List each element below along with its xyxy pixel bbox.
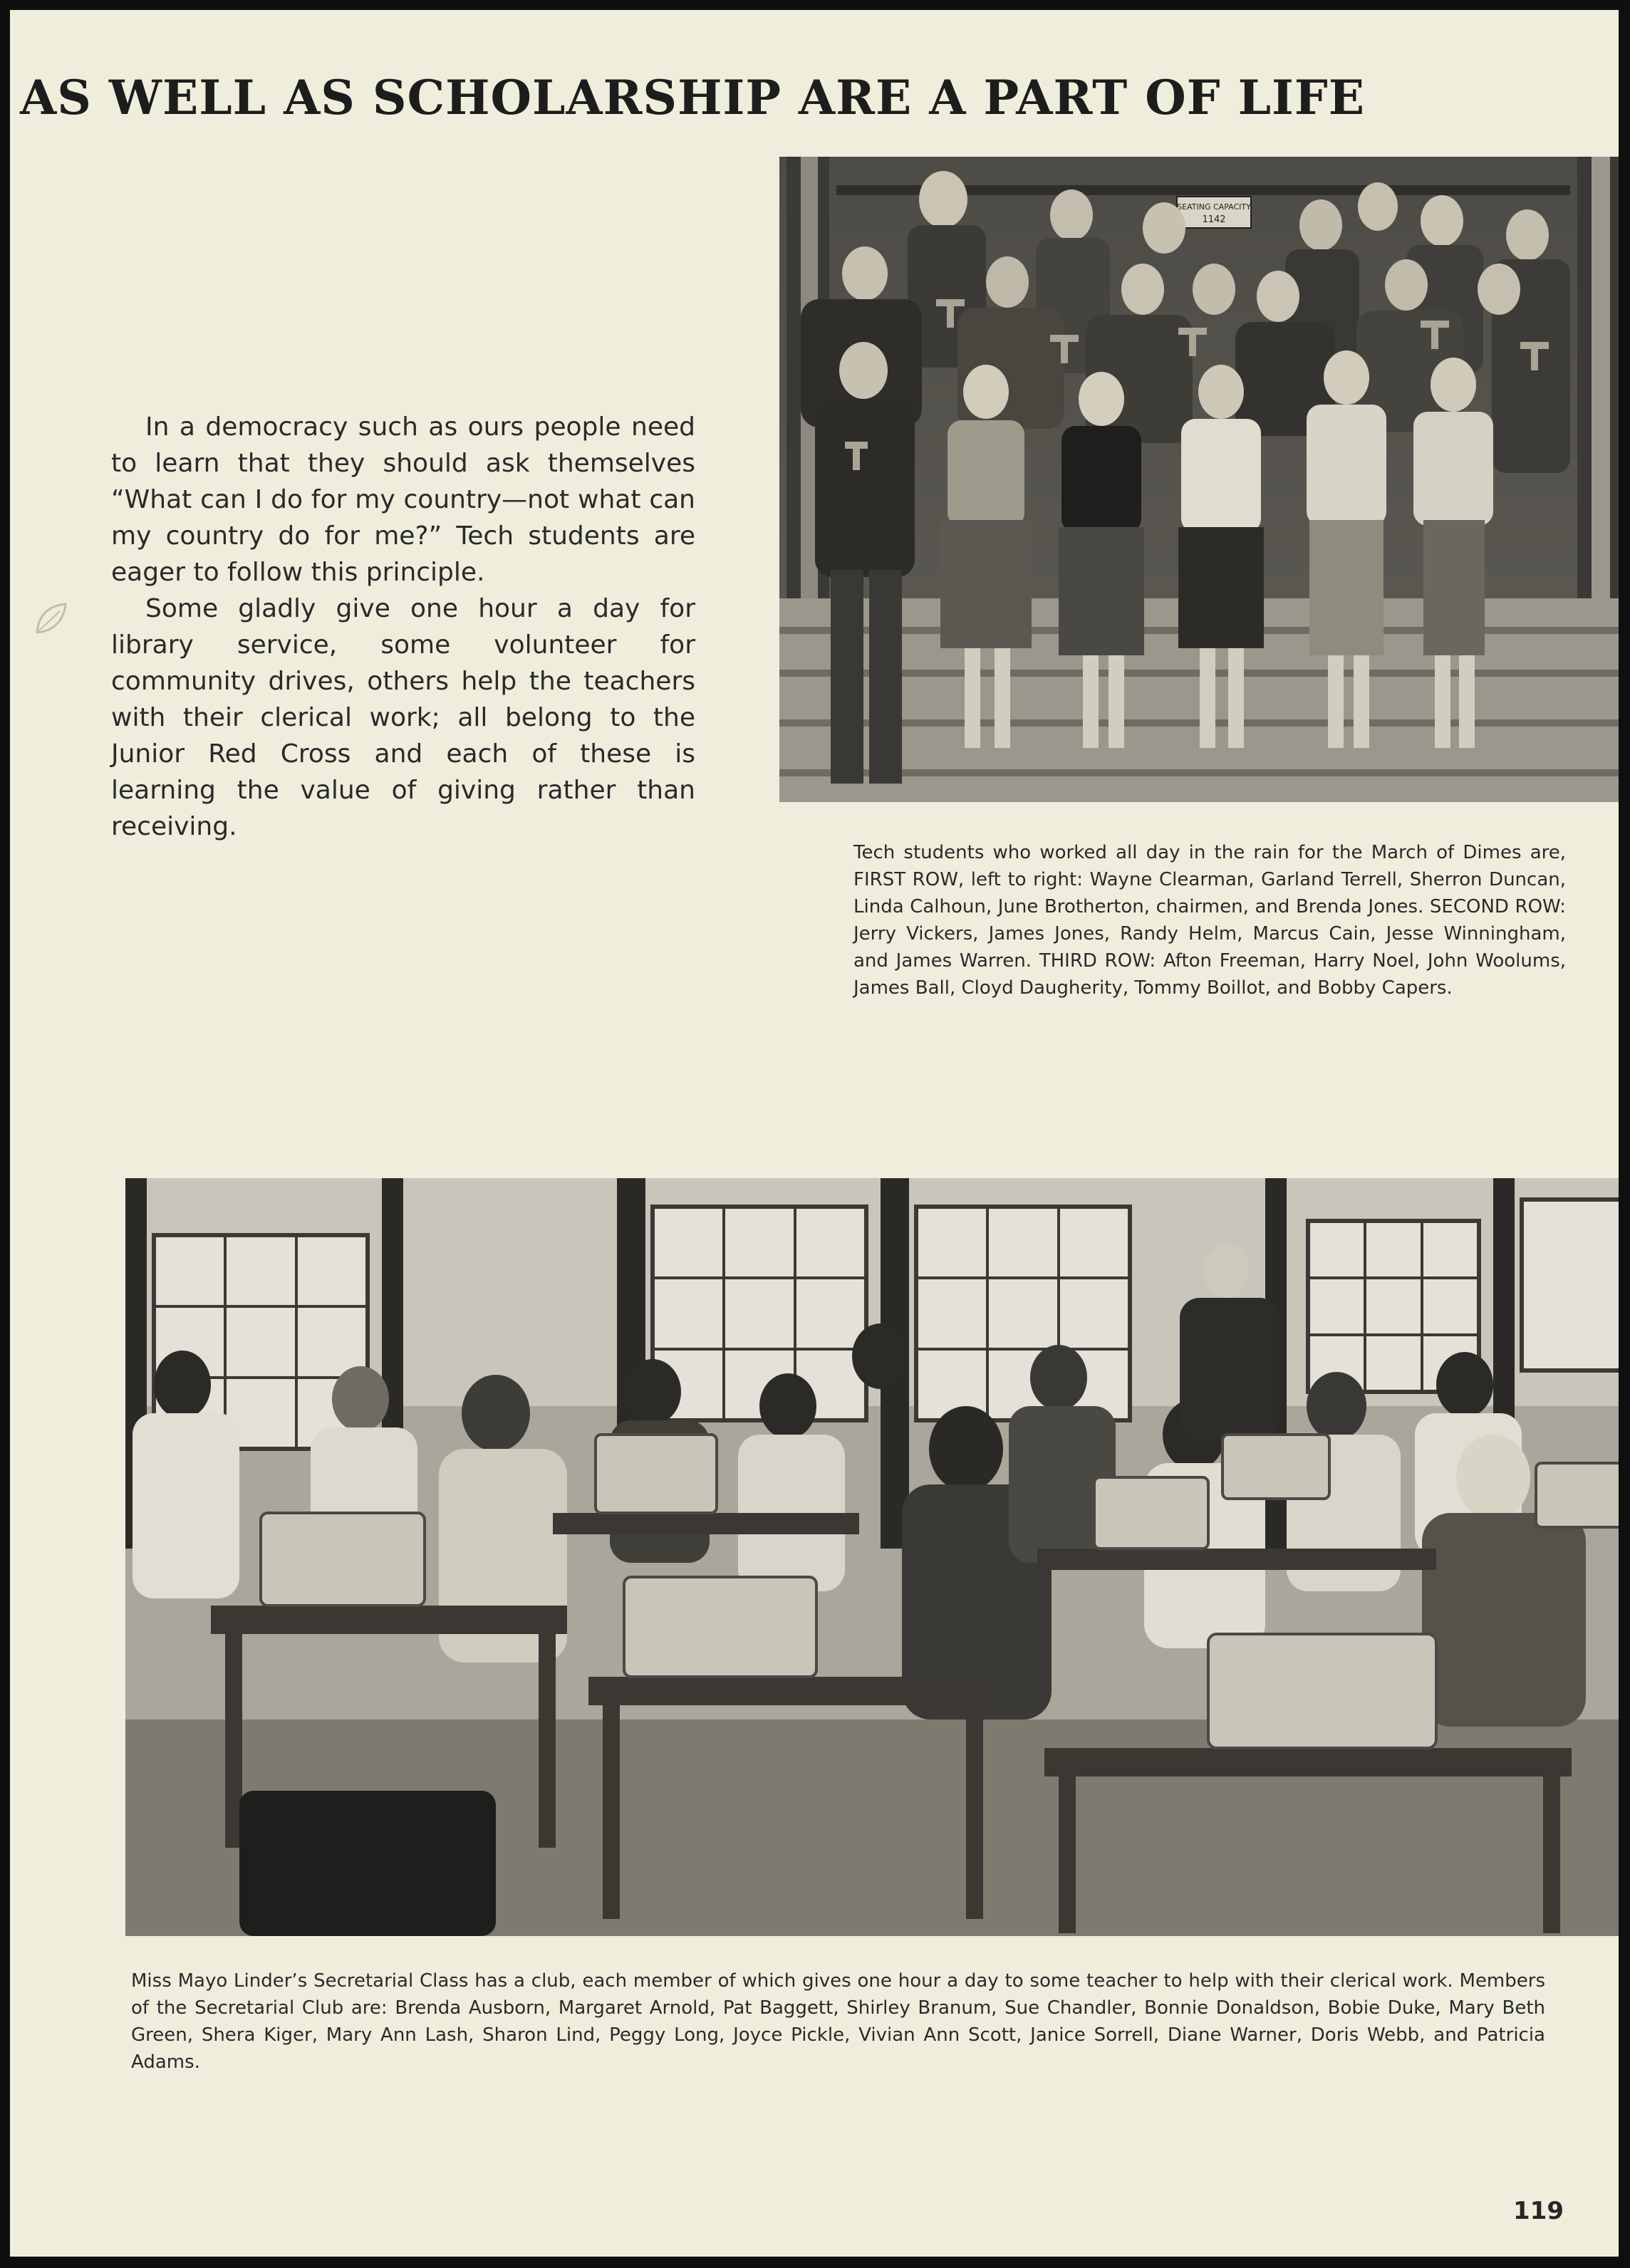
body-text — [111, 409, 695, 845]
sign-text-line2: 1142 — [1202, 214, 1226, 225]
caption-march-of-dimes: Tech students who worked all day in the rain for the March of Dimes are, FIRST ROW, left to right: Wayne Clearman, Garland Terrell, Sherron Duncan, Linda Calhoun, June Brotherton, chairmen, and Brenda Jones. SECOND ROW: Jerry Vickers, James Jones, Randy Helm, Marcus Cain, Jesse Winningham, and James Warren. THIRD ROW: Afton Freeman, Harry Noel, John Woolums, James Ball, Cloyd Daugherity, Tommy Boillot, and Bobby Capers. — [853, 842, 1566, 999]
group-photo-march-of-dimes — [779, 157, 1619, 802]
page-number: 119 — [1513, 2197, 1564, 2225]
body-paragraph-1: In a democracy such as ours people need to learn that they should ask themselves “What can I do for my country—not what can my country do for me?” Tech students are eager to follow this principle. — [111, 412, 695, 587]
sign-text-line1: SEATING CAPACITY — [1177, 202, 1251, 212]
caption-secretarial-class: Miss Mayo Linder’s Secretarial Class has a club, each member of which gives one hour a day to some teacher to help with their clerical work. Members of the Secretarial Club are: Brenda Ausborn, Margaret Arnold, Pat Baggett, Shirley Branum, Sue Chandler, Bonnie Donaldson, Bobie Duke, Mary Beth Green, Shera Kiger, Mary Ann Lash, Sharon Lind, Peggy Long, Joyce Pickle, Vivian Ann Scott, Janice Sorrell, Diane Warner, Doris Webb, and Patricia Adams. — [131, 1970, 1545, 2073]
yearbook-page — [10, 10, 1619, 2257]
page-headline: AS WELL AS SCHOLARSHIP ARE A PART OF LIFE — [20, 70, 1366, 125]
leaf-ornament-icon — [31, 600, 70, 638]
foreground-machine — [239, 1791, 496, 1936]
photo-secretarial-class — [125, 1178, 1619, 1936]
body-paragraph-2: Some gladly give one hour a day for library service, some volunteer for community drives, others help the teachers with their clerical work; all belong to the Junior Red Cross and each of these is learning the value of giving rather than receiving. — [111, 594, 695, 841]
